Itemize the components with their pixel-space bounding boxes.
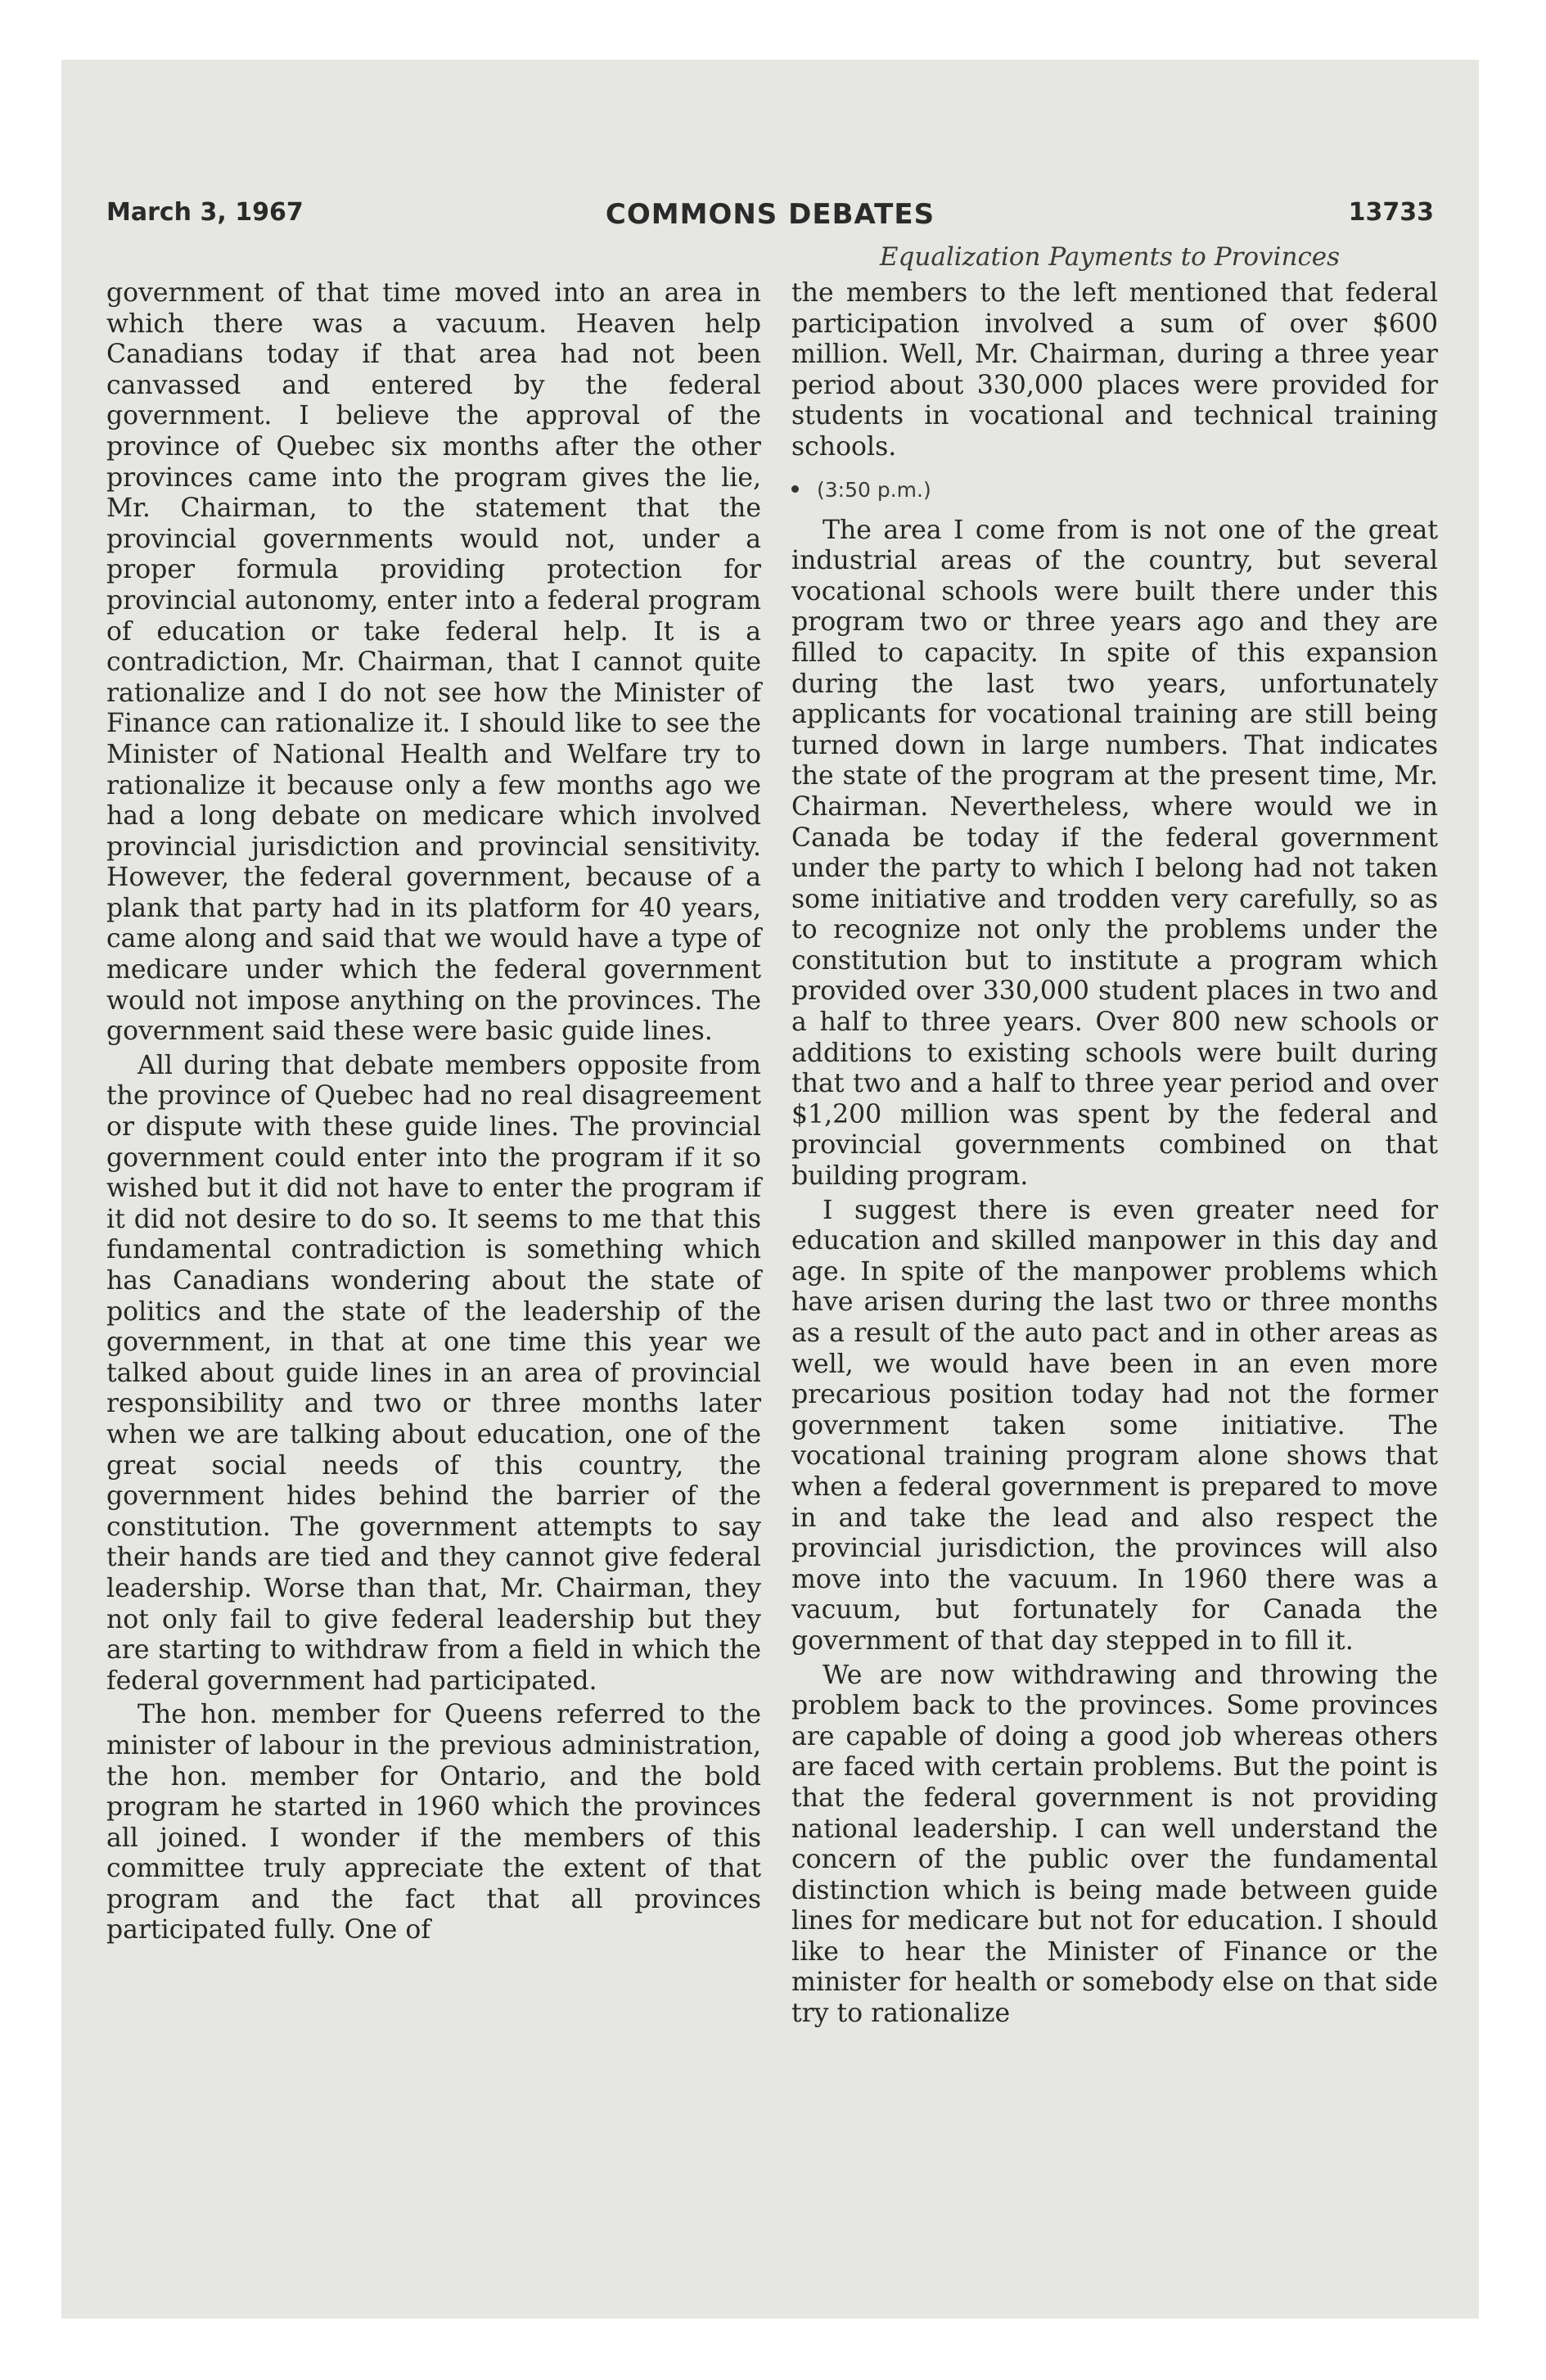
paragraph: The hon. member for Queens referred to the minister of labour in the previous administration, the hon. member for Ontario, and the bold program he started in 1960 which the provinces all joined. I wonder if the members of this committee truly appreciate the extent of that program and the fact that all provinces participated fully. One of xyxy=(106,1700,761,1945)
left-column xyxy=(106,278,761,1950)
right-column xyxy=(791,278,1438,2033)
paragraph: We are now withdrawing and throwing the problem back to the provinces. Some provinces are capable of doing a good job whereas others are faced with certain problems. But the point is that the federal government is not providing national leadership. I can well understand the concern of the public over the fundamental distinction which is being made between guide lines for medicare but not for education. I should like to hear the Minister of Finance or the minister for health or somebody else on that side try to rationalize xyxy=(791,1660,1438,2029)
paragraph: government of that time moved into an area in which there was a vacuum. Heaven help Canadians today if that area had not been canvassed and entered by the federal government. I believe the approval of the province of Quebec six months after the other provinces came into the program gives the lie, Mr. Chairman, to the statement that the provincial governments would not, under a proper formula providing protection for provincial autonomy, enter into a federal program of education or take federal help. It is a contradiction, Mr. Chairman, that I cannot quite rationalize and I do not see how the Minister of Finance can rationalize it. I should like to see the Minister of National Health and Welfare try to rationalize it because only a few months ago we had a long debate on medicare which involved provincial jurisdiction and provincial sensitivity. However, the federal government, because of a plank that party had in its platform for 40 years, came along and said that we would have a type of medicare under which the federal government would not impose anything on the provinces. The government said these were basic guide lines. xyxy=(106,278,761,1047)
paragraph: All during that debate members opposite from the province of Quebec had no real disagreement or dispute with these guide lines. The provincial government could enter into the program if it so wished but it did not have to enter the program if it did not desire to do so. It seems to me that this fundamental contradiction is something which has Canadians wondering about the state of politics and the state of the leadership of the government, in that at one time this year we talked about guide lines in an area of provincial responsibility and two or three months later when we are talking about education, one of the great social needs of this country, the government hides behind the barrier of the constitution. The government attempts to say their hands are tied and they cannot give federal leadership. Worse than that, Mr. Chairman, they not only fail to give federal leadership but they are starting to withdraw from a field in which the federal government had participated. xyxy=(106,1050,761,1696)
header-page-number: 13733 xyxy=(1348,198,1434,227)
section-subheader: Equalization Payments to Provinces xyxy=(879,242,1341,272)
page-header xyxy=(106,198,1434,237)
header-date: March 3, 1967 xyxy=(106,198,304,227)
paragraph: The area I come from is not one of the great industrial areas of the country, but several vocational schools were built there under this program two or three years ago and they are filled to capacity. In spite of this expansion during the last two years, unfortunately applicants for vocational training are still being turned down in large numbers. That indicates the state of the program at the present time, Mr. Chairman. Nevertheless, where would we in Canada be today if the federal government under the party to which I belong had not taken some initiative and trodden very carefully, so as to recognize not only the problems under the constitution but to institute a program which provided over 330,000 student places in two and a half to three years. Over 800 new schools or additions to existing schools were built during that two and a half to three year period and over $1,200 million was spent by the federal and provincial governments combined on that building program. xyxy=(791,515,1438,1192)
timestamp-marker xyxy=(791,478,1438,503)
bullet-icon xyxy=(791,485,799,493)
paragraph: I suggest there is even greater need for education and skilled manpower in this day and age. In spite of the manpower problems which have arisen during the last two or three months as a result of the auto pact and in other areas as well, we would have been in an even more precarious position today had not the former government taken some initiative. The vocational training program alone shows that when a federal government is prepared to move in and take the lead and also respect the provincial jurisdiction, the provinces will also move into the vacuum. In 1960 there was a vacuum, but fortunately for Canada the government of that day stepped in to fill it. xyxy=(791,1195,1438,1656)
header-title: COMMONS DEBATES xyxy=(605,198,935,231)
timestamp-text: (3:50 p.m.) xyxy=(817,477,931,502)
paragraph: the members to the left mentioned that federal participation involved a sum of over $600 million. Well, Mr. Chairman, during a three year period about 330,000 places were provided for students in vocational and technical training schools. xyxy=(791,278,1438,462)
